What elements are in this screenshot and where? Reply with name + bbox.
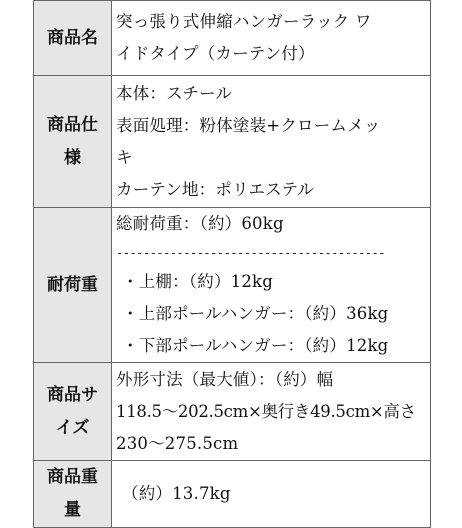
label-text: 商品サ — [47, 384, 98, 405]
row-product-weight — [34, 461, 431, 528]
label-text: 商品仕 — [47, 114, 98, 135]
label-specification — [34, 76, 112, 208]
spec-table — [33, 0, 431, 528]
row-load-capacity — [34, 208, 431, 363]
value-product-size — [112, 363, 431, 461]
dashed-divider: ---------------------------------------- — [116, 246, 385, 260]
value-line: カーテン地：ポリエステル — [116, 179, 315, 199]
label-text: 商品重 — [47, 467, 98, 487]
label-product-name — [34, 1, 112, 76]
value-line: （約）13.7kg — [122, 484, 231, 503]
row-product-size — [34, 363, 431, 461]
label-text: 様 — [64, 147, 81, 168]
value-line: 230〜275.5cm — [116, 433, 239, 453]
value-product-name — [112, 1, 431, 76]
value-line: 本体：スチール — [116, 83, 233, 103]
label-product-size — [34, 363, 112, 461]
label-text: 量 — [64, 500, 81, 520]
label-text: 商品名 — [47, 27, 98, 48]
label-load-capacity — [34, 208, 112, 363]
row-specification — [34, 76, 431, 208]
label-text: イズ — [55, 417, 90, 438]
value-specification — [112, 76, 431, 208]
value-load-capacity — [112, 208, 431, 363]
value-line: 118.5〜202.5cm×奥行き49.5cm×高さ — [116, 401, 416, 421]
value-line: キ — [116, 147, 133, 167]
value-product-weight — [112, 461, 431, 528]
value-line: 突っ張り式伸縮ハンガーラック ワ — [116, 12, 372, 31]
total-load: 総耐荷重：（約）60kg — [116, 214, 284, 233]
label-product-weight — [34, 461, 112, 528]
value-line: イドタイプ（カーテン付） — [116, 44, 315, 63]
load-item: ・下部ポールハンガー：（約）12kg — [122, 336, 389, 355]
label-text: 耐荷重 — [47, 274, 98, 295]
load-item: ・上棚：（約）12kg — [122, 272, 274, 291]
load-item: ・上部ポールハンガー：（約）36kg — [122, 304, 389, 323]
value-line: 外形寸法（最大値）：（約）幅 — [116, 369, 334, 389]
row-product-name — [34, 1, 431, 76]
value-line: 表面処理：粉体塗装+クロームメッ — [116, 115, 381, 135]
